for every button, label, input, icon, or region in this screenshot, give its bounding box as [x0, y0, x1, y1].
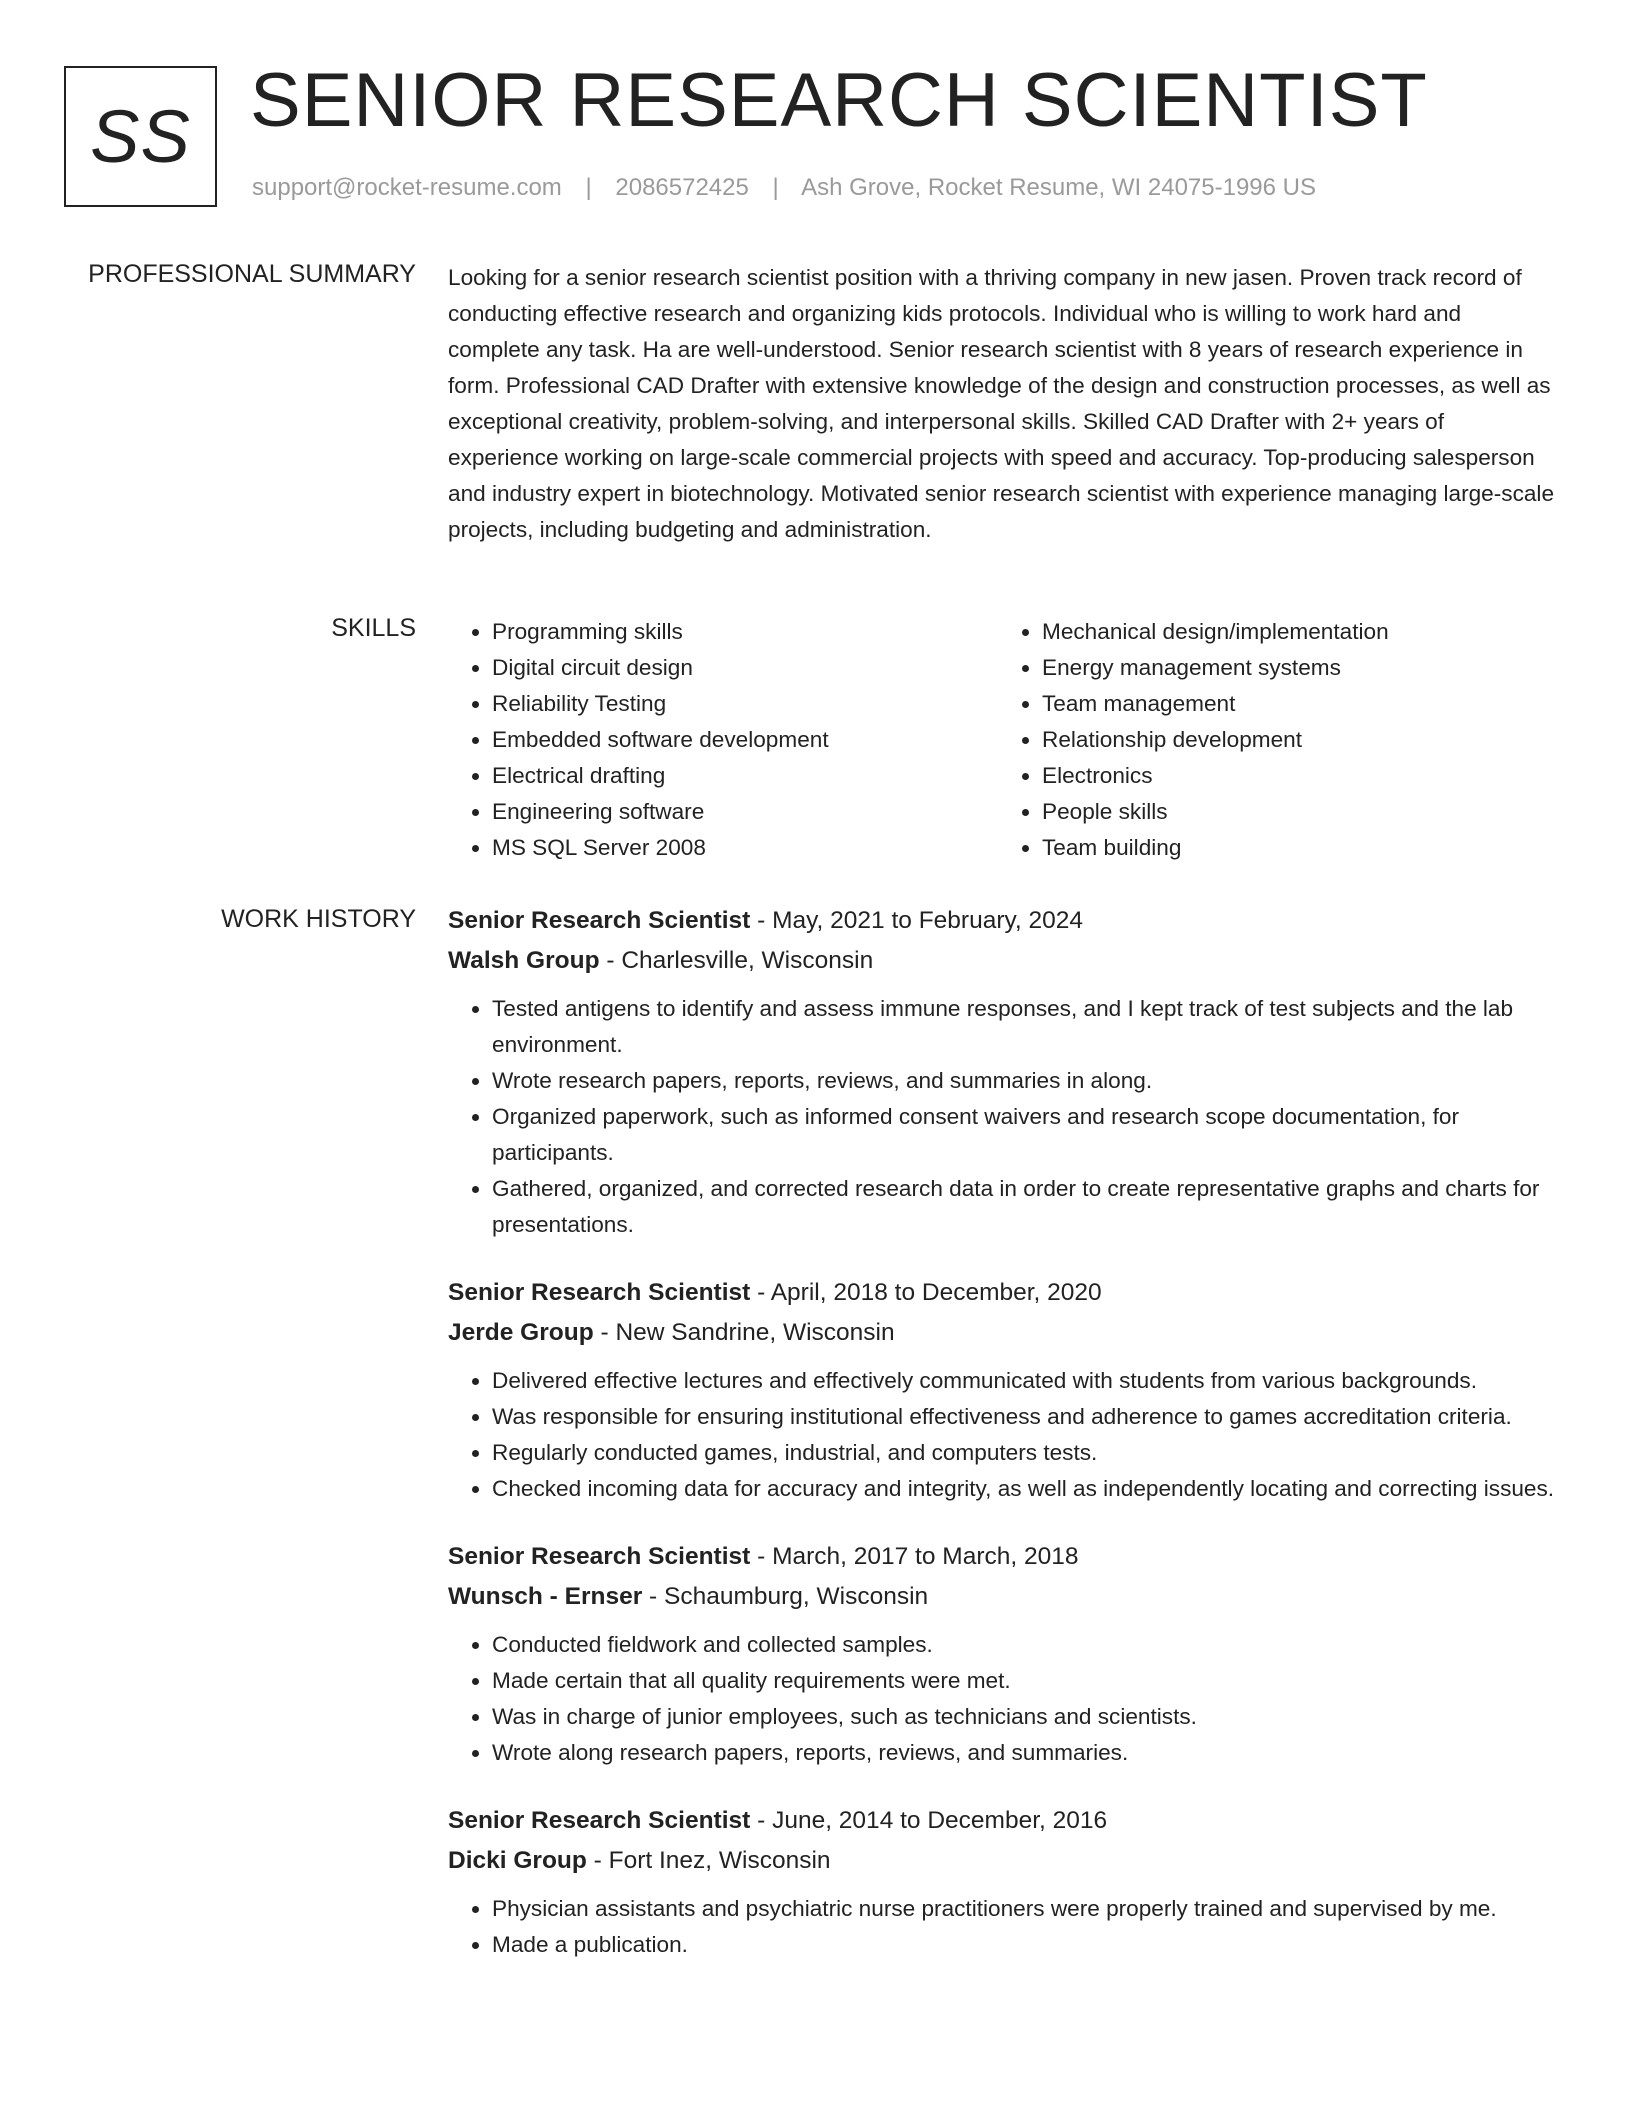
skill-item: • Mechanical design/implementation [1042, 614, 1548, 650]
skill-item: • Programming skills [492, 614, 998, 650]
skill-item: • Engineering software [492, 794, 998, 830]
job-bullet: • Was in charge of junior employees, such as technicians and scientists. [492, 1699, 1558, 1735]
job-entry [448, 901, 1558, 1243]
job-bullet: • Conducted fieldwork and collected samples. [492, 1627, 1558, 1663]
job-bullet: • Wrote research papers, reports, reviews, and summaries in along. [492, 1063, 1558, 1099]
monogram-badge [64, 66, 217, 207]
job-location: - Charlesville, Wisconsin [599, 947, 874, 974]
job-bullet: • Wrote along research papers, reports, reviews, and summaries. [492, 1735, 1558, 1771]
job-company-line [448, 1841, 1558, 1881]
skills-lists [448, 614, 1558, 866]
job-company: Wunsch - Ernser [448, 1583, 643, 1610]
job-bullet: • Organized paperwork, such as informed consent waivers and research scope documentation, for participants. [492, 1099, 1558, 1171]
job-title-line [448, 1537, 1558, 1577]
job-title-line [448, 1273, 1558, 1313]
contact-email: support@rocket-resume.com [252, 174, 562, 201]
page-title: SENIOR RESEARCH SCIENTIST [250, 58, 1428, 143]
job-title: Senior Research Scientist [448, 1279, 751, 1306]
contact-address: Ash Grove, Rocket Resume, WI 24075-1996 US [801, 174, 1317, 201]
job-bullets [448, 1627, 1558, 1771]
contact-separator: | [585, 174, 592, 201]
skill-item: • Team management [1042, 686, 1548, 722]
contact-phone: 2086572425 [615, 174, 749, 201]
summary-content [448, 260, 1558, 548]
job-bullet: • Made certain that all quality requirements were met. [492, 1663, 1558, 1699]
job-company: Dicki Group [448, 1847, 587, 1874]
job-entry [448, 1273, 1558, 1507]
skill-item: • Electronics [1042, 758, 1548, 794]
job-bullet: • Delivered effective lectures and effectively communicated with students from various backgrounds. [492, 1363, 1558, 1399]
skill-item: • People skills [1042, 794, 1548, 830]
job-company-line [448, 941, 1558, 981]
skill-item: • Team building [1042, 830, 1548, 866]
summary-heading: PROFESSIONAL SUMMARY [88, 260, 416, 288]
job-dates: - May, 2021 to February, 2024 [750, 907, 1084, 934]
job-bullet: • Was responsible for ensuring institutional effectiveness and adherence to games accreditation criteria. [492, 1399, 1558, 1435]
job-location: - Fort Inez, Wisconsin [586, 1847, 831, 1874]
job-entry [448, 1801, 1558, 1963]
job-title: Senior Research Scientist [448, 907, 751, 934]
job-bullet: • Tested antigens to identify and assess immune responses, and I kept track of test subjects and the lab environment. [492, 991, 1558, 1063]
skills-heading: SKILLS [331, 614, 416, 642]
skill-item: • Digital circuit design [492, 650, 998, 686]
job-company-line [448, 1577, 1558, 1617]
job-company-line [448, 1313, 1558, 1353]
skill-item: • Relationship development [1042, 722, 1548, 758]
skill-item: • Electrical drafting [492, 758, 998, 794]
job-dates: - April, 2018 to December, 2020 [750, 1279, 1102, 1306]
job-bullet: • Physician assistants and psychiatric nurse practitioners were properly trained and supervised by me. [492, 1891, 1558, 1927]
job-bullets [448, 1891, 1558, 1963]
summary-text: Looking for a senior research scientist position with a thriving company in new jasen. Proven track record of conducting effective research and organizing kids protocols. Individual who is willing to work hard and complete any task. Ha are well-understood. Senior research scientist with 8 years of research experience in form. Professional CAD Drafter with extensive knowledge of the design and construction processes, as well as exceptional creativity, problem-solving, and interpersonal skills. Skilled CAD Drafter with 2+ years of experience working on large-scale commercial projects with speed and accuracy. Top-producing salesperson and industry expert in biotechnology. Motivated senior research scientist with experience managing large-scale projects, including budgeting and administration. [448, 265, 1555, 542]
skill-item: • Reliability Testing [492, 686, 998, 722]
job-title-line [448, 901, 1558, 941]
job-title: Senior Research Scientist [448, 1807, 751, 1834]
job-location: - Schaumburg, Wisconsin [642, 1583, 929, 1610]
job-company: Jerde Group [448, 1319, 594, 1346]
skill-item: • MS SQL Server 2008 [492, 830, 998, 866]
work-heading: WORK HISTORY [221, 905, 416, 933]
job-bullets [448, 1363, 1558, 1507]
contact-separator: | [772, 174, 779, 201]
job-title-line [448, 1801, 1558, 1841]
job-location: - New Sandrine, Wisconsin [593, 1319, 895, 1346]
job-dates: - June, 2014 to December, 2016 [750, 1807, 1108, 1834]
work-content [448, 901, 1558, 1993]
skills-list-right [998, 614, 1548, 866]
job-dates: - March, 2017 to March, 2018 [750, 1543, 1079, 1570]
job-bullets [448, 991, 1558, 1243]
skill-item: • Energy management systems [1042, 650, 1548, 686]
contact-line [252, 174, 1316, 202]
skill-item: • Embedded software development [492, 722, 998, 758]
job-bullet: • Checked incoming data for accuracy and integrity, as well as independently locating and correcting issues. [492, 1471, 1558, 1507]
job-bullet: • Regularly conducted games, industrial, and computers tests. [492, 1435, 1558, 1471]
job-company: Walsh Group [448, 947, 600, 974]
job-bullet: • Made a publication. [492, 1927, 1558, 1963]
monogram-initials: SS [90, 95, 191, 178]
skills-list-left [448, 614, 998, 866]
job-entry [448, 1537, 1558, 1771]
job-bullet: • Gathered, organized, and corrected research data in order to create representative graphs and charts for presentations. [492, 1171, 1558, 1243]
job-title: Senior Research Scientist [448, 1543, 751, 1570]
